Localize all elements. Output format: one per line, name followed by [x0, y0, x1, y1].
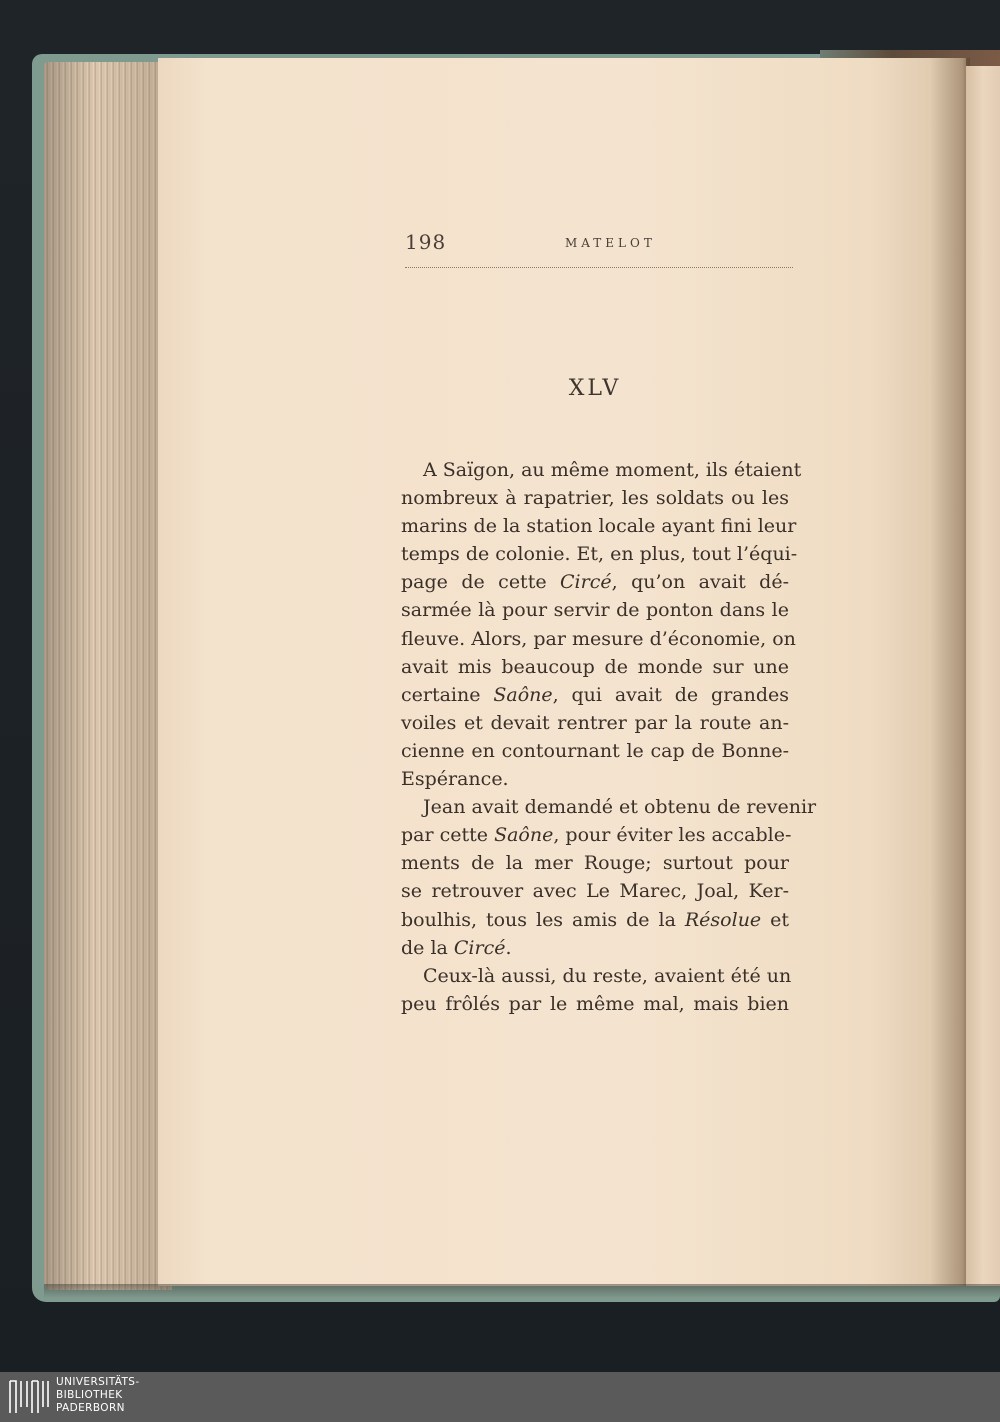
page-edges-shade	[44, 62, 172, 1290]
page-number: 198	[405, 230, 447, 254]
text-line	[401, 737, 789, 765]
italic-title: Saône	[493, 683, 553, 706]
running-head	[405, 228, 793, 262]
text-run: boulhis, tous les amis de la	[401, 908, 685, 931]
text-run: voiles et devait rentrer par la route an-	[401, 711, 789, 734]
text-run: nombreux à rapatrier, les soldats ou les	[401, 487, 789, 510]
text-line	[401, 906, 789, 934]
text-line	[401, 990, 789, 1018]
bottom-shadow	[44, 1284, 1000, 1298]
text-run: , qui avait de grandes	[552, 683, 789, 706]
text-line	[401, 456, 802, 484]
running-title: MATELOT	[565, 236, 656, 250]
page-gutter	[930, 58, 970, 1286]
running-head-rule	[405, 267, 793, 268]
text-run: Jean avait demandé et obtenu de revenir	[423, 796, 817, 819]
logo-line: UNIVERSITÄTS-	[56, 1376, 140, 1388]
text-line	[401, 934, 789, 962]
text-run: Espérance.	[401, 768, 509, 791]
text-run: par cette	[401, 824, 495, 847]
text-run: , pour éviter les accable-	[553, 824, 792, 847]
text-run: temps de colonie. Et, en plus, tout l’équi-	[401, 543, 798, 566]
text-run: avait mis beaucoup de monde sur une	[401, 655, 789, 678]
text-run: Ceux-là aussi, du reste, avaient été un	[423, 964, 792, 987]
text-line	[401, 709, 789, 737]
facing-page-edge	[966, 66, 1000, 1286]
library-footer-bar	[0, 1372, 1000, 1422]
text-line	[401, 821, 792, 849]
text-run: , qu’on avait dé-	[611, 571, 789, 594]
text-run: ments de la mer Rouge; surtout pour	[401, 852, 789, 875]
text-run: page de cette	[401, 571, 561, 594]
text-run: se retrouver avec Le Marec, Joal, Ker-	[401, 880, 789, 903]
text-run: peu frôlés par le même mal, mais bien	[401, 992, 789, 1015]
italic-title: Résolue	[684, 908, 762, 931]
text-line	[401, 484, 789, 512]
library-logo-text	[56, 1376, 140, 1415]
text-line	[401, 962, 792, 990]
text-run: .	[505, 936, 512, 959]
italic-title: Circé	[560, 571, 612, 594]
text-run: fleuve. Alors, par mesure d’économie, on	[401, 627, 796, 650]
text-run: sarmée là pour servir de ponton dans le	[401, 599, 789, 622]
text-line	[401, 540, 798, 568]
text-line	[401, 849, 789, 877]
text-run: A Saïgon, au même moment, ils étaient	[423, 459, 802, 481]
text-line	[401, 568, 789, 596]
library-logo-icon	[6, 1377, 50, 1417]
text-run: marins de la station locale ayant fini leur	[401, 515, 797, 538]
text-line	[401, 765, 789, 793]
text-line	[401, 681, 789, 709]
text-run: de la	[401, 936, 454, 959]
italic-title: Saône	[494, 824, 554, 847]
text-line	[401, 793, 817, 821]
text-line	[401, 653, 789, 681]
text-run: et	[761, 908, 790, 931]
text-line	[401, 625, 796, 653]
body-text	[401, 456, 817, 1018]
chapter-number: XLV	[568, 376, 622, 401]
text-run: certaine	[401, 683, 494, 706]
text-run: cienne en contournant le cap de Bonne-	[401, 739, 789, 762]
logo-line: PADERBORN	[56, 1402, 125, 1414]
italic-title: Circé	[453, 936, 506, 959]
text-line	[401, 596, 789, 624]
text-line	[401, 877, 789, 905]
text-line	[401, 512, 797, 540]
logo-line: BIBLIOTHEK	[56, 1389, 123, 1401]
